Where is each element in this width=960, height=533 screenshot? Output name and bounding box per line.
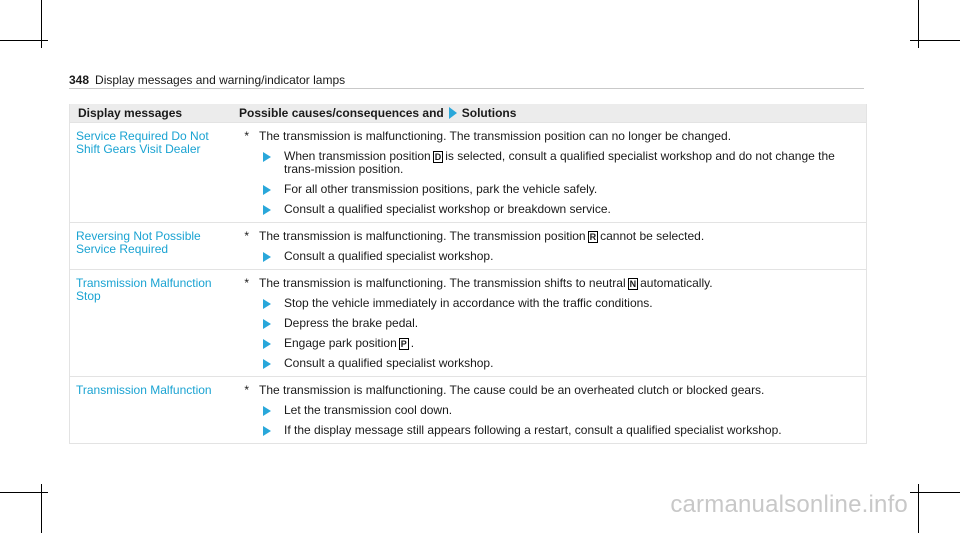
cause-text: The transmission is malfunctioning. The transmission position can no longer be changed.: [259, 129, 732, 143]
gear-n-symbol: N: [629, 279, 637, 289]
solution-item: Consult a qualified specialist workshop.: [241, 250, 860, 263]
page-title: Display messages and warning/indicator lamps: [95, 73, 346, 87]
solution-item: Depress the brake pedal.: [241, 317, 860, 330]
crop-mark: [0, 492, 48, 493]
col-header-messages: Display messages: [78, 106, 183, 120]
solution-item: Consult a qualified specialist workshop.: [241, 357, 860, 370]
arrow-icon: [263, 205, 271, 215]
solution-item: Consult a qualified specialist workshop or breakdown service.: [241, 203, 860, 216]
table-row: [70, 269, 866, 376]
arrow-icon: [263, 152, 271, 162]
page-number: 348: [69, 73, 90, 87]
arrow-icon: [263, 339, 271, 349]
display-message: Reversing Not Possible Service Required: [76, 229, 201, 256]
table-header: [70, 104, 866, 122]
solution-item: Stop the vehicle immediately in accordance with the traffic conditions.: [241, 297, 860, 310]
causes-solutions: * The transmission is malfunctioning. The transmission shifts to neutral N automatically. Stop the vehicle immediately in accordance with the traffic conditions. Depress the brake pedal. Engage park position P . Consult a qualified specialist workshop.: [231, 270, 866, 376]
arrow-icon: [263, 299, 271, 309]
gear-p-symbol: P: [400, 339, 407, 349]
arrow-icon: [263, 406, 271, 416]
crop-mark: [0, 40, 48, 41]
arrow-icon: [263, 359, 271, 369]
arrow-icon: [263, 185, 271, 195]
gear-d-symbol: D: [434, 152, 442, 162]
col-header-causes: Possible causes/consequences and Solutions: [239, 106, 517, 120]
crop-mark: [910, 40, 960, 41]
table-row: [70, 122, 866, 222]
messages-table: [69, 104, 867, 444]
cause-text: The transmission is malfunctioning. The transmission shifts to neutral N automatically.: [259, 276, 713, 290]
arrow-icon: [263, 426, 271, 436]
cause-text: The transmission is malfunctioning. The transmission position R cannot be selected.: [259, 229, 705, 243]
causes-solutions: * The transmission is malfunctioning. The transmission position R cannot be selected. Consult a qualified specialist workshop.: [231, 223, 866, 269]
solution-item: When transmission position D is selected, consult a qualified specialist workshop and do not change the trans-mission position.: [241, 150, 860, 176]
watermark: carmanualsonline.info: [670, 491, 908, 518]
crop-mark: [910, 492, 960, 493]
play-arrow-icon: [449, 107, 457, 119]
causes-solutions: * The transmission is malfunctioning. The cause could be an overheated clutch or blocked gears. Let the transmission cool down. If the display message still appears following a restart, consult a qualified specialist workshop.: [231, 377, 866, 443]
page-header: [69, 73, 345, 87]
solution-item: Let the transmission cool down.: [241, 404, 860, 417]
display-message: Transmission Malfunction Stop: [76, 276, 212, 303]
cause-text: The transmission is malfunctioning. The cause could be an overheated clutch or blocked gears.: [259, 383, 765, 397]
display-message: Service Required Do Not Shift Gears Visit Dealer: [76, 129, 209, 156]
solution-item: If the display message still appears following a restart, consult a qualified specialist workshop.: [241, 424, 860, 437]
header-rule: [69, 88, 864, 89]
arrow-icon: [263, 252, 271, 262]
table-row: [70, 222, 866, 269]
display-message: Transmission Malfunction: [76, 383, 212, 397]
solution-item: For all other transmission positions, park the vehicle safely.: [241, 183, 860, 196]
arrow-icon: [263, 319, 271, 329]
gear-r-symbol: R: [589, 232, 597, 242]
table-row: [70, 376, 866, 443]
causes-solutions: * The transmission is malfunctioning. The transmission position can no longer be changed. When transmission position D is selected, consult a qualified specialist workshop and do not change the trans-mission position. For all other transmission positions, park the vehicle safely. Consult a qualified specialist workshop or breakdown service.: [231, 123, 866, 222]
solution-item: Engage park position P .: [241, 337, 860, 350]
